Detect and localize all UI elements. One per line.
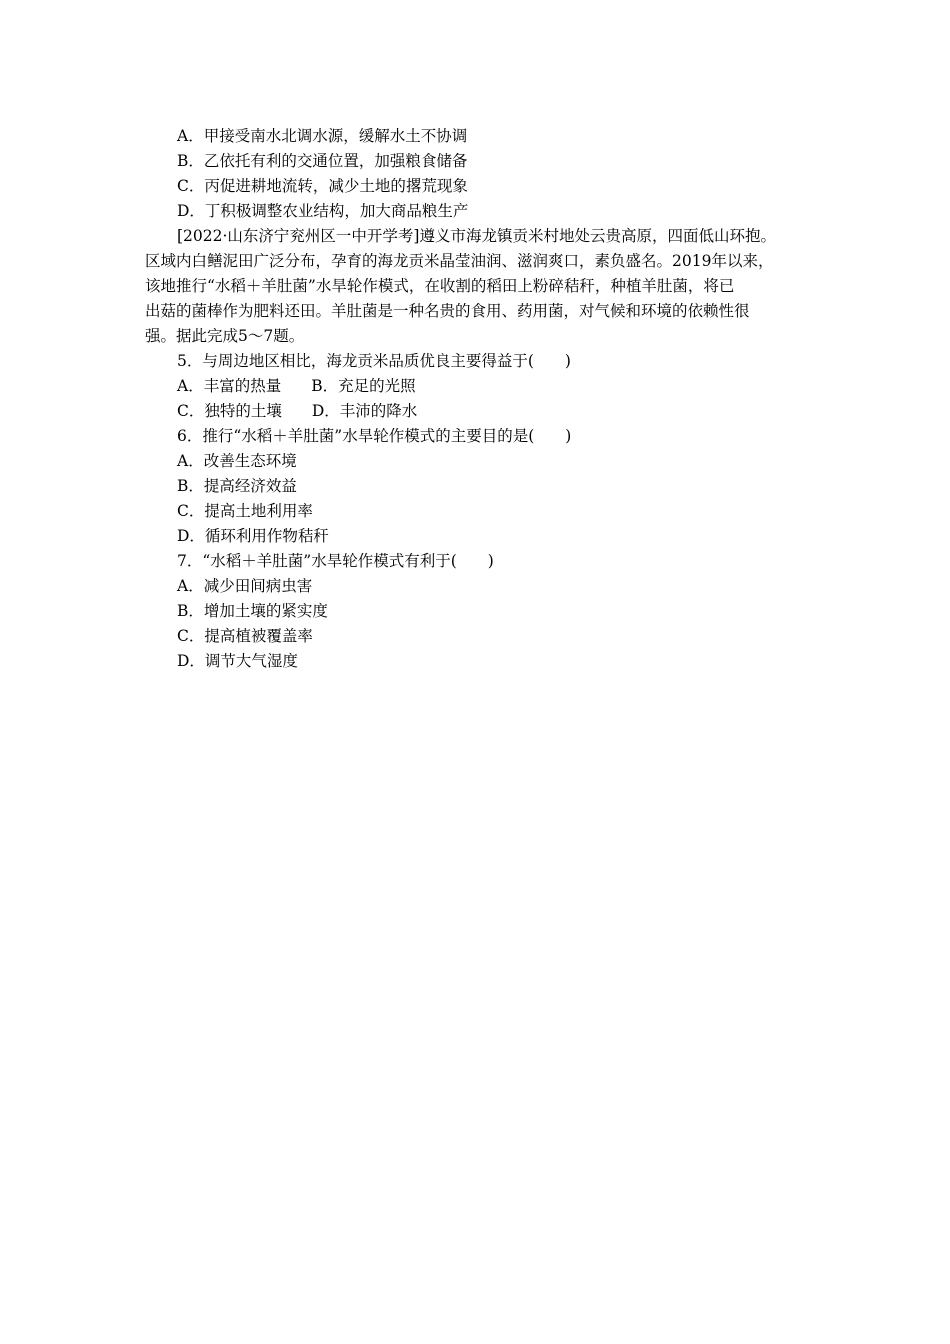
q5-option-d: D．丰沛的降水 — [311, 402, 418, 420]
q5-option-a: A．丰富的热量 — [177, 377, 282, 395]
q6-option-c: C．提高土地利用率 — [177, 502, 313, 520]
q6-option-b: B．提高经济效益 — [177, 477, 297, 495]
prev-option-a: A．甲接受南水北调水源，缓解水土不协调 — [177, 127, 468, 145]
passage-line-2: 区域内白鳝泥田广泛分布，孕育的海龙贡米晶莹油润、滋润爽口，素负盛名。2019年以来， — [145, 252, 774, 270]
q7-option-d: D．调节大气湿度 — [177, 652, 298, 670]
q7-option-b: B．增加土壤的紧实度 — [177, 602, 328, 620]
q7-option-c: C．提高植被覆盖率 — [177, 627, 313, 645]
q5-options-row-2 — [177, 399, 417, 424]
prev-option-b: B．乙依托有利的交通位置，加强粮食储备 — [177, 152, 468, 170]
prev-option-d: D．丁积极调整农业结构，加大商品粮生产 — [177, 202, 469, 220]
q6-option-a: A．改善生态环境 — [177, 452, 297, 470]
q6-option-d: D．循环利用作物秸秆 — [177, 527, 329, 545]
passage-line-5: 强。据此完成5～7题。 — [145, 327, 305, 345]
passage-line-1: [2022·山东济宁兖州区一中开学考]遵义市海龙镇贡米村地处云贵高原，四面低山环抱。 — [177, 227, 776, 245]
prev-option-c: C．丙促进耕地流转，减少土地的撂荒现象 — [177, 177, 468, 195]
passage-line-4: 出菇的菌棒作为肥料还田。羊肚菌是一种名贵的食用、药用菌，对气候和环境的依赖性很 — [145, 302, 750, 320]
q5-option-c: C．独特的土壤 — [177, 402, 282, 420]
q7-option-a: A．减少田间病虫害 — [177, 577, 313, 595]
q5-options-row-1 — [177, 374, 416, 399]
q6-stem: 6．推行“水稻＋羊肚菌”水旱轮作模式的主要目的是( ) — [177, 427, 572, 445]
q5-option-b: B．充足的光照 — [311, 377, 416, 395]
q5-stem: 5．与周边地区相比，海龙贡米品质优良主要得益于( ) — [177, 352, 571, 370]
passage-line-3: 该地推行“水稻＋羊肚菌”水旱轮作模式，在收割的稻田上粉碎秸秆，种植羊肚菌，将已 — [145, 277, 735, 295]
q7-stem: 7．“水稻＋羊肚菌”水旱轮作模式有利于( ) — [177, 552, 494, 570]
